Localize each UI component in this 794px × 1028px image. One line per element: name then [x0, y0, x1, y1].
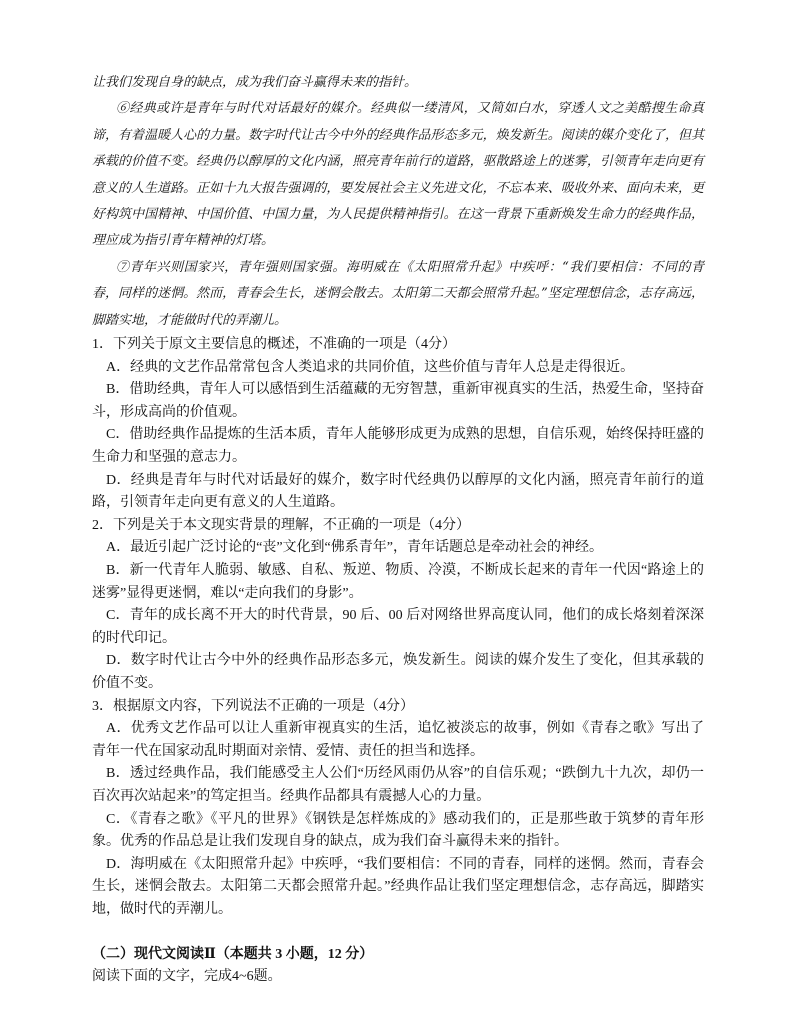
option-b: B．借助经典，青年人可以感悟到生活蕴藏的无穷智慧，重新审视真实的生活，热爱生命，坚持奋斗，形成高尚的价值观。 — [92, 382, 704, 420]
passage-paragraph-6: ⑥经典或许是青年与时代对话最好的媒介。经典似一缕清风，又简如白水，穿透人文之美酷搜生命真谛，有着温暖人心的力量。数字时代让古今中外的经典作品形态多元，焕发新生。阅读的媒介变化了，但其承载的价值不变。经典仍以醇厚的文化内涵，照亮青年前行的道路，驱散路途上的迷雾，引领青年走向更有意义的人生道路。正如十九大报告强调的，要发展社会主义先进文化，不忘本来、吸收外来、面向未来，更好构筑中国精神、中国价值、中国力量，为人民提供精神指引。在这一背景下重新焕发生命力的经典作品，理应成为指引青年精神的灯塔。 — [92, 101, 704, 249]
option-a: A．优秀文艺作品可以让人重新审视真实的生活，追忆被淡忘的故事，例如《青春之歌》写出了青年一代在国家动乱时期面对亲情、爱情、责任的担当和选择。 — [92, 721, 704, 759]
section-instruction: 阅读下面的文字，完成4~6题。 — [92, 969, 282, 985]
question-stem: 1．下列关于原文主要信息的概述，不准确的一项是（4分） — [92, 337, 456, 353]
option-a: A．最近引起广泛讨论的“丧”文化到“佛系青年”，青年话题总是牵动社会的神经。 — [106, 540, 603, 556]
option-b: B．透过经典作品，我们能感受主人公们“历经风雨仍从容”的自信乐观；“跌倒九十九次，却仍一百次再次站起来”的笃定担当。经典作品都具有震撼人心的力量。 — [92, 766, 704, 804]
passage-paragraph-7: ⑦青年兴则国家兴，青年强则国家强。海明威在《太阳照常升起》中疾呼：“我们要相信：不同的青春，同样的迷惘。然而，青春会生长，迷惘会散去。太阳第二天都会照常升起。”坚定理想信念，志存高远，脚踏实地，才能做时代的弄潮儿。 — [92, 259, 704, 328]
question-2 — [92, 515, 704, 696]
option-c: C．《青春之歌》《平凡的世界》《钢铁是怎样炼成的》感动我们的，正是那些敢于筑梦的青年形象。优秀的作品总是让我们发现自身的缺点，成为我们奋斗赢得未来的指针。 — [92, 811, 704, 850]
option-d: D．经典是青年与时代对话最好的媒介，数字时代经典仍以醇厚的文化内涵，照亮青年前行的道路，引领青年走向更有意义的人生道路。 — [92, 472, 704, 511]
question-3 — [92, 696, 704, 922]
option-d: D．海明威在《太阳照常升起》中疾呼，“我们要相信：不同的青春，同样的迷惘。然而，青春会生长，迷惘会散去。太阳第二天都会照常升起。”经典作品让我们坚定理想信念，志存高远，脚踏实地，做时代的弄潮儿。 — [92, 856, 704, 917]
document-page — [92, 70, 704, 989]
option-c: C．借助经典作品提炼的生活本质，青年人能够形成更为成熟的思想，自信乐观，始终保持旺盛的生命力和坚强的意志力。 — [92, 427, 704, 466]
option-c: C．青年的成长离不开大的时代背景，90 后、00 后对网络世界高度认同，他们的成长烙刻着深深的时代印记。 — [92, 608, 704, 646]
section-heading: （二）现代文阅读Ⅱ（本题共 3 小题，12 分） — [92, 946, 374, 962]
option-a: A．经典的文艺作品常常包含人类追求的共同价值，这些价值与青年人总是走得很近。 — [106, 359, 635, 375]
spacer — [92, 922, 704, 944]
option-d: D．数字时代让古今中外的经典作品形态多元，焕发新生。阅读的媒介发生了变化，但其承载的价值不变。 — [92, 653, 704, 691]
option-b: B．新一代青年人脆弱、敏感、自私、叛逆、物质、冷漠，不断成长起来的青年一代因“路途上的迷雾”显得更迷惘，难以“走向我们的身影”。 — [92, 563, 704, 601]
passage-paragraph-5-end: 让我们发现自身的缺点，成为我们奋斗赢得未来的指针。 — [92, 75, 418, 90]
question-stem: 3．根据原文内容，下列说法不正确的一项是（4分） — [92, 698, 414, 714]
question-1 — [92, 334, 704, 515]
question-stem: 2．下列是关于本文现实背景的理解，不正确的一项是（4分） — [92, 517, 470, 533]
